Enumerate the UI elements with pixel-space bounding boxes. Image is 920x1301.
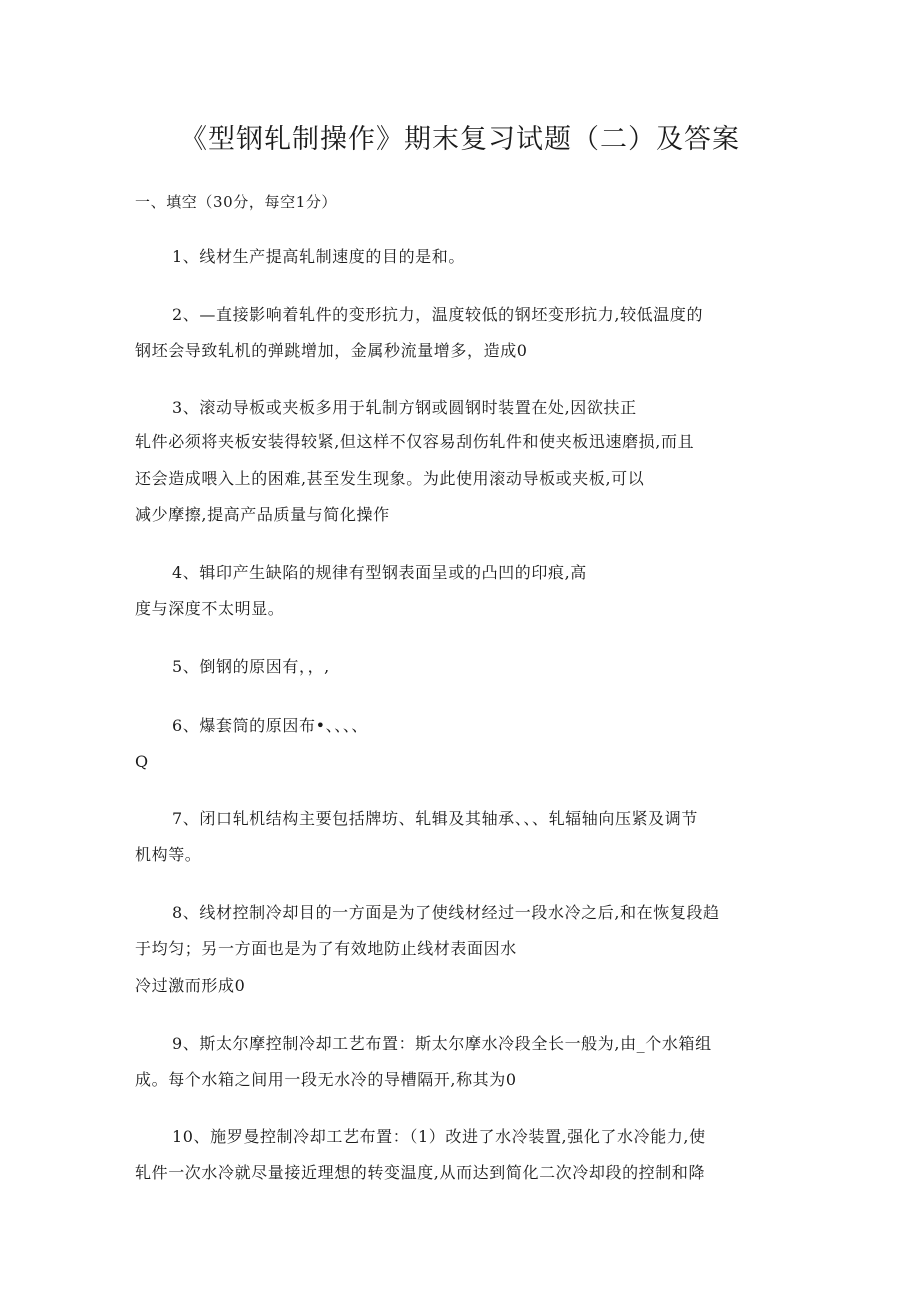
- question-7-line-1: 7、闭口轧机结构主要包括牌坊、轧辑及其轴承、、、轧辐轴向压紧及调节: [172, 809, 698, 828]
- question-8-line-2: 于均匀；另一方面也是为了有效地防止线材表面因水: [135, 939, 517, 958]
- question-4-line-1: 4、辑印产生缺陷的规律有型钢表面呈或的凸凹的印痕,高: [172, 563, 587, 582]
- section-heading: 一、填空（30分，每空1分）: [135, 193, 338, 211]
- question-7-line-2: 机构等。: [135, 845, 202, 864]
- question-10-line-2: 轧件一次水冷就尽量接近理想的转变温度,从而达到简化二次冷却段的控制和降: [135, 1163, 706, 1182]
- document-title: 《型钢轧制操作》期末复习试题（二）及答案: [180, 124, 740, 155]
- question-8-line-3: 冷过激而形成0: [135, 976, 246, 995]
- question-4-line-2: 度与深度不太明显。: [135, 599, 285, 618]
- question-5-line-1: 5、倒钢的原因有，，,: [172, 657, 330, 676]
- question-2-line-2: 钢坯会导致轧机的弹跳增加，金属秒流量增多，造成0: [135, 341, 528, 360]
- question-3-line-2: 轧件必须将夹板安装得较紧,但这样不仅容易刮伤轧件和使夹板迅速磨损,而且: [135, 432, 695, 451]
- question-6-line-2: Q: [135, 752, 149, 771]
- question-9-line-2: 成。每个水箱之间用一段无水冷的导槽隔开,称其为0: [135, 1070, 517, 1089]
- question-9-line-1: 9、斯太尔摩控制冷却工艺布置：斯太尔摩水冷段全长一般为,由_个水箱组: [172, 1034, 712, 1053]
- question-3-line-3: 还会造成喂入上的困难,甚至发生现象。为此使用滚动导板或夹板,可以: [135, 469, 645, 488]
- question-10-line-1: 10、施罗曼控制冷却工艺布置：（1）改进了水冷装置,强化了水冷能力,使: [172, 1127, 706, 1146]
- question-3-line-4: 减少摩擦,提高产品质量与简化操作: [135, 505, 390, 524]
- question-2-line-1: 2、—直接影响着轧件的变形抗力，温度较低的钢坯变形抗力,较低温度的: [172, 305, 704, 324]
- question-8-line-1: 8、线材控制冷却目的一方面是为了使线材经过一段水冷之后,和在恢复段趋: [172, 903, 720, 922]
- question-6-line-1: 6、爆套筒的原因布•、、、、: [172, 716, 369, 735]
- question-3-line-1: 3、滚动导板或夹板多用于轧制方钢或圆钢时装置在处,因欲扶正: [172, 398, 637, 417]
- question-1-line-1: 1、线材生产提高轧制速度的目的是和。: [172, 247, 465, 266]
